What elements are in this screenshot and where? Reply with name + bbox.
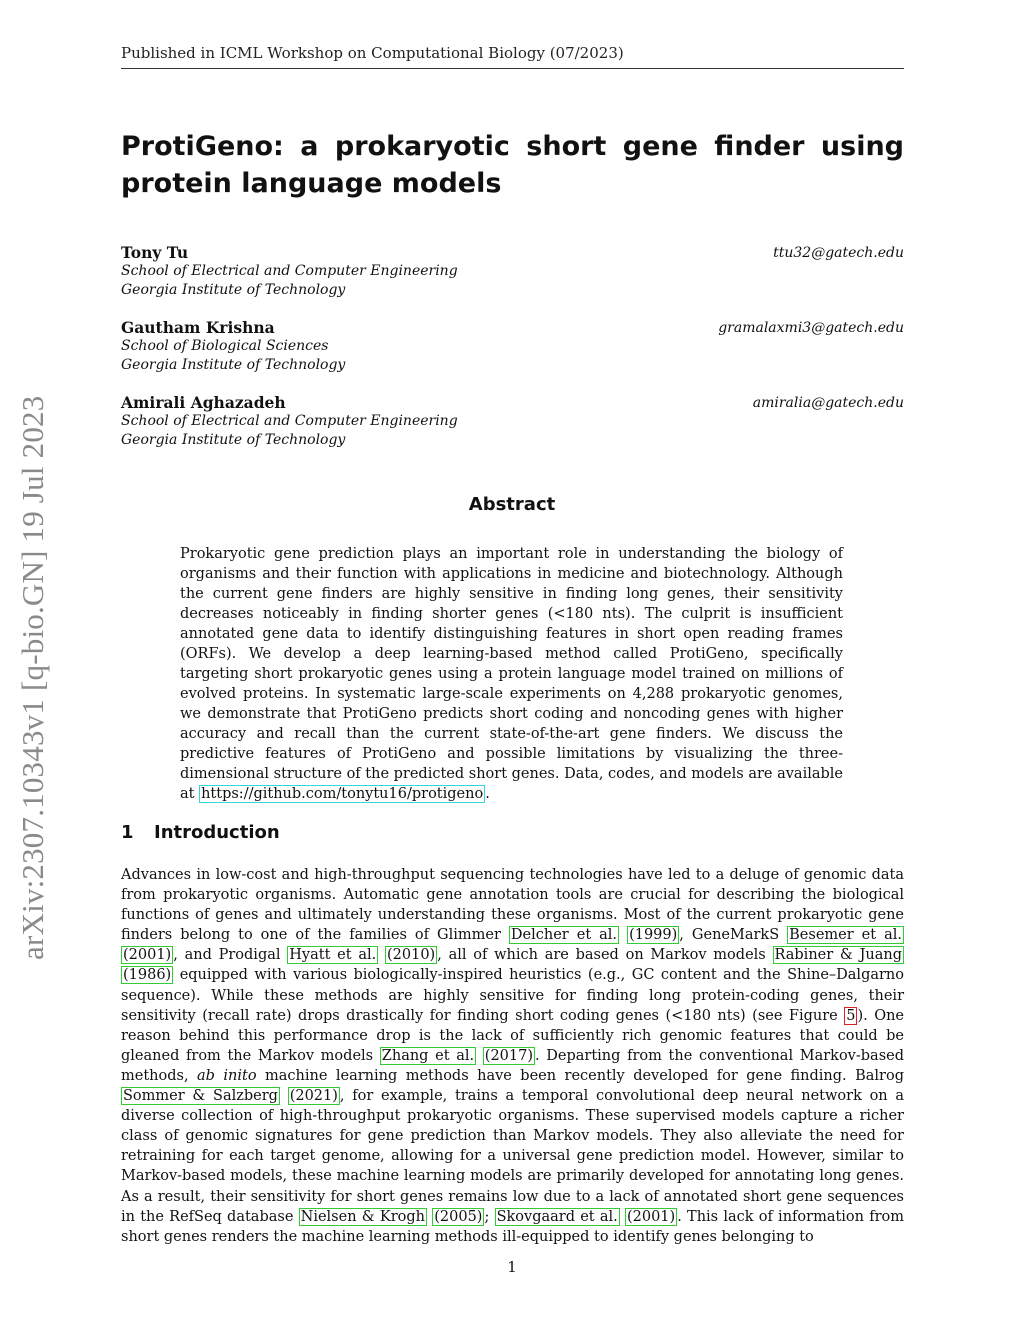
section-number: 1 [121,822,134,843]
running-header: Published in ICML Workshop on Computational Biology (07/2023) [121,44,904,69]
intro-text: , all of which are based on Markov models [437,947,773,964]
citation-year-link[interactable]: (2001) [123,947,172,964]
citation-link[interactable]: Rabiner & Juang [774,947,903,964]
citation-year-link[interactable]: (1999) [629,927,678,944]
section-heading-introduction [121,822,280,843]
citation-link[interactable]: Zhang et al. [381,1047,475,1064]
author-institution: Georgia Institute of Technology [121,432,346,448]
figure-ref-link[interactable]: 5 [846,1007,856,1024]
intro-text: . This lack of information from short genes renders the machine learning methods ill-equipped to identify genes belonging to [121,1208,904,1245]
citation-year-link[interactable]: (2001) [626,1208,676,1225]
citation-year-link[interactable]: (2021) [289,1088,338,1105]
author-institution: Georgia Institute of Technology [121,357,346,373]
github-link[interactable]: https://github.com/tonytu16/protigeno [201,786,484,802]
citation-year-link[interactable]: (2010) [386,947,436,964]
author-department: School of Electrical and Computer Engineering [121,413,458,429]
citation-link[interactable]: Nielsen & Krogh [300,1208,425,1225]
citation-link[interactable]: Delcher et al. [510,927,618,944]
author-block-2 [121,318,904,375]
section-title: Introduction [154,822,280,843]
intro-italic-text: ab inito [197,1067,257,1084]
citation-link[interactable]: Sommer & Salzberg [123,1088,278,1105]
author-email[interactable]: gramalaxmi3@gatech.edu [718,320,904,336]
paper-title: ProtiGeno: a prokaryotic short gene finder using protein language models [121,131,904,199]
citation-link[interactable]: Skovgaard et al. [496,1208,618,1225]
abstract-body [180,544,843,804]
author-department: School of Biological Sciences [121,338,329,354]
citation-year-link[interactable]: (1986) [123,967,172,984]
author-block-1 [121,243,904,300]
intro-text: machine learning methods have been recently developed for gene finding. Balrog [256,1067,904,1084]
citation-link[interactable]: Hyatt et al. [289,947,377,964]
intro-text: ; [484,1208,495,1225]
author-name: Tony Tu [121,243,189,262]
citation-year-link[interactable]: (2005) [434,1208,483,1225]
author-email[interactable]: ttu32@gatech.edu [773,245,904,261]
intro-text: , for example, trains a temporal convolutional deep neural network on a diverse collection of high-throughput prokaryotic organisms. These supervised models capture a richer class of genomic signatures for gene prediction than Markov models. They also alleviate the need for retraining for each target genome, allowing for a universal gene prediction model. However, similar to Markov-based models, these machine learning models are primarily developed for annotating long genes. As a result, their sensitivity for short genes remains low due to a lack of annotated short gene sequences in the RefSeq database [121,1088,905,1225]
author-department: School of Electrical and Computer Engineering [121,263,458,279]
author-block-3 [121,393,904,450]
intro-text: ). One reason behind this performance drop is the lack of sufficiently rich genomic features that could be gleaned from the Markov models [121,1007,905,1064]
intro-text: , and Prodigal [173,947,288,964]
intro-text: , GeneMarkS [679,927,788,944]
author-name: Gautham Krishna [121,318,275,337]
author-email[interactable]: amiralia@gatech.edu [752,395,904,411]
introduction-body [121,865,904,1247]
abstract-heading: Abstract [468,494,556,515]
abstract-text: Prokaryotic gene prediction plays an important role in understanding the biology of organisms and their function with applications in medicine and biotechnology. Although the current gene finders are highly sensitive in finding long genes, their sensitivity decreases noticeably in finding shorter genes (<180 nts). The culprit is insufficient annotated gene data to identify distinguishing features in short open reading frames (ORFs). We develop a deep learning-based method called ProtiGeno, specifically targeting short prokaryotic genes using a protein language model trained on millions of evolved proteins. In systematic large-scale experiments on 4,288 prokaryotic genomes, we demonstrate that ProtiGeno predicts short coding and noncoding genes with higher accuracy and recall than the current state-of-the-art gene finders. We discuss the predictive features of ProtiGeno and possible limitations by visualizing the three-dimensional structure of the predicted short genes. Data, codes, and models are available at [180,546,843,802]
intro-text: Advances in low-cost and high-throughput sequencing technologies have led to a deluge of genomic data from prokaryotic organisms. Automatic gene annotation tools are crucial for describing the biological functions of genes and ultimately understanding these organisms. Most of the current prokaryotic gene finders belong to one of the families of Glimmer [121,867,904,944]
author-institution: Georgia Institute of Technology [121,282,346,298]
author-name: Amirali Aghazadeh [121,393,286,412]
citation-year-link[interactable]: (2017) [484,1047,533,1064]
citation-link[interactable]: Besemer et al. [789,927,902,944]
intro-text: equipped with various biologically-inspired heuristics (e.g., GC content and the Shine–Dalgarno sequence). While these methods are highly sensitive for finding long protein-coding genes, their sensitivity (recall rate) drops drastically for finding short coding genes (<180 nts) (see Figure [121,967,904,1024]
intro-text: . Departing from the conventional Markov-based methods, [121,1047,905,1084]
arxiv-stamp: arXiv:2307.10343v1 [q-bio.GN] 19 Jul 2023 [15,395,50,960]
page-number: 1 [507,1258,517,1276]
abstract-text-end: . [485,786,490,802]
